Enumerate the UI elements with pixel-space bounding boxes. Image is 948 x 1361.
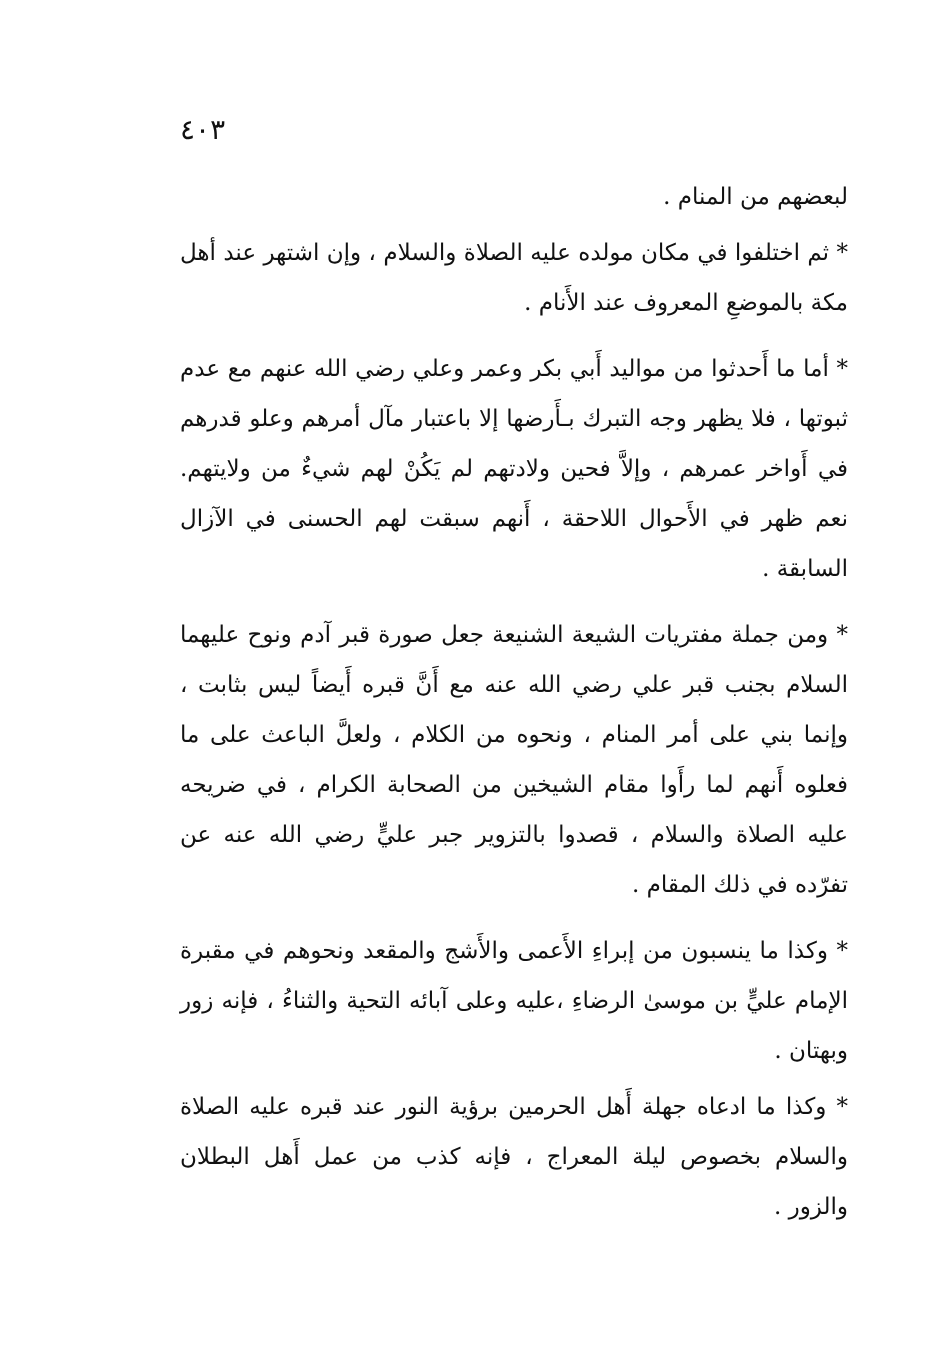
paragraph-1: لبعضهم من المنام . xyxy=(663,184,848,210)
page-number: ٤٠٣ xyxy=(180,113,226,146)
paragraph-3: * أما ما أَحدثوا من مواليد أَبي بكر وعمر وعلي رضي الله عنهم مع عدم ثبوتها ، فلا يظهر وجه التبرك بـأَرضها إلا باعتبار مآل أمرهم وعلو قدرهم في أَواخر عمرهم ، وإلاَّ فحين ولادتهم لم يَكُنْ لهم شيءٌ من ولايتهم. نعم ظهر في الأَحوال اللاحقة ، أَنهم سبقت لهم الحسنى في الآزال السابقة . xyxy=(180,356,848,582)
text-body xyxy=(180,172,848,1232)
paragraph-5: * وكذا ما ينسبون من إبراءِ الأَعمى والأَشج والمقعد ونحوهم في مقبرة الإمام عليٍّ بن موسىٰ الرضاءِ ،عليه وعلى آبائه التحية والثناءُ ، فإنه زور وبهتان . xyxy=(180,938,848,1064)
paragraph-2: * ثم اختلفوا في مكان مولده عليه الصلاة والسلام ، وإن اشتهر عند أهل مكة بالموضعِ المعروف عند الأَنام . xyxy=(180,240,848,316)
paragraph-6: * وكذا ما ادعاه جهلة أَهل الحرمين برؤية النور عند قبره عليه الصلاة والسلام بخصوص ليلة المعراج ، فإنه كذب من عمل أَهل البطلان والزور . xyxy=(180,1094,848,1220)
paragraph-4: * ومن جملة مفتريات الشيعة الشنيعة جعل صورة قبر آدم ونوح عليهما السلام بجنب قبر علي رضي الله عنه مع أَنَّ قبره أَيضاً ليس بثابت ، وإنما بني على أمر المنام ، ونحوه من الكلام ، ولعلَّ الباعث على ما فعلوه أَنهم لما رأَوا مقام الشيخين من الصحابة الكرام ، في ضريحه عليه الصلاة والسلام ، قصدوا بالتزوير جبر عليٍّ رضي الله عنه عن تفرّده في ذلك المقام . xyxy=(180,622,848,898)
